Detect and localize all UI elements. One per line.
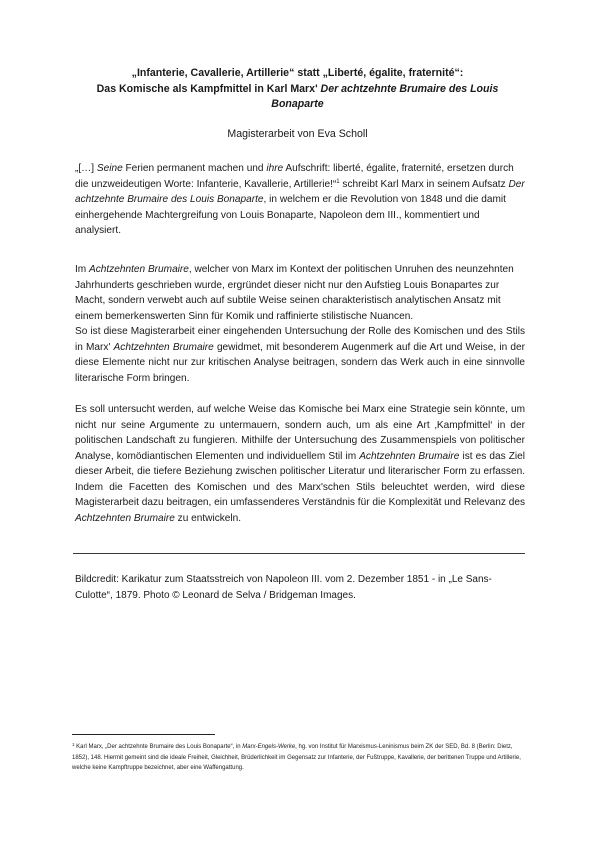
p1-italic-work-title: Der achtzehnte Brumaire des Louis Bonaparte (75, 178, 525, 205)
title-line-2 (60, 82, 535, 98)
p1-text-3: Ferien permanent machen und (122, 163, 267, 174)
p2-text-1: Im (75, 264, 90, 275)
image-credit: Bildcredit: Karikatur zum Staatsstreich von Napoleon III. vom 2. Dezember 1851 - in „Le Sans-Culotte“, 1879. Photo © Leonard de Selva / Bridgeman Images. (75, 574, 492, 601)
title-line-3: Bonaparte (271, 98, 324, 110)
p4-text-3: ist es das Ziel dieser Arbeit, die tiefere Beziehung zwischen politischer Literatur und literarischer Form zu erfassen. Indem die Facetten des Komischen und des Marx'schen Stils beleuchtet werden, wird diese Magisterarbeit dazu beitragen, ein umfassenderes Verständnis für die Komplexität und Relevanz des (75, 450, 525, 508)
p1-text-8: , in welchem er die Revolution von 1848 und die damit einhergehende Machtergreifung von Louis Bonaparte, Napoleon dem III., kommentiert und analysiert. (75, 194, 506, 236)
p1-text-5: Aufschrift: liberté, égalite, fraternité, ersetzen durch die unzweideutigen Worte: Infanterie, Kavallerie, Artillerie!“ (75, 163, 514, 190)
p1-text-6: schreibt Karl Marx in seinem Aufsatz (339, 178, 509, 190)
p3-text-1: So ist diese Magisterarbeit einer eingehenden Untersuchung der Rolle des Komischen und des Stils in Marx' (75, 326, 525, 353)
p4-italic-work-title-2: Achtzehnten Brumaire (75, 512, 175, 524)
title-line-2-text: Das Komische als Kampfmittel in Karl Marx' (96, 82, 321, 95)
footnote-separator (72, 734, 215, 735)
title-line-1: „Infanterie, Cavallerie, Artillerie“ statt „Liberté, égalite, fraternité“: (131, 67, 464, 79)
p2-text-3: , welcher von Marx im Kontext der politischen Unruhen des neunzehnten Jahrhunderts geschrieben wurde, ergründet dieser nicht nur den Aufstieg Louis Bonapartes zur Macht, sondern verwebt auch auf subtile Weise seinen charakteristisch analytischen Ansatz mit einem bemerkenswerten Sinn für Komik und raffinierte stilistische Nuancen. (75, 264, 514, 322)
footnote-text-1: Karl Marx, „Der achtzehnte Brumaire des Louis Bonaparte“, in (74, 744, 243, 750)
p3-italic-work-title: Achtzehnten Brumaire (113, 341, 214, 353)
p4-text-5: zu entwickeln. (174, 512, 242, 524)
footnote-number: 1 (72, 742, 75, 747)
p1-italic-seine: Seine (96, 163, 123, 174)
footnote-italic-source: Marx-Engels-Werke (242, 744, 296, 750)
footnote-1 (72, 742, 527, 774)
paragraph-2 (75, 262, 525, 324)
p1-text-1: „[…] (75, 163, 97, 174)
p4-text-1: Es soll untersucht werden, auf welche Weise das Komische bei Marx eine Strategie sein könnte, um nicht nur seine Argumente zu untermauern, sondern auch, um als eine Art ‚Kampfmittel‘ in der politischen Landschaft zu fungieren. Mithilfe der Untersuchung des Zusammenspiels von politischer Analyse, komödiantischen Elementen und individuellem Stil im (75, 404, 525, 462)
p2-italic-work-title: Achtzehnten Brumaire (89, 264, 189, 275)
paragraph-4 (75, 402, 525, 526)
p4-italic-work-title-1: Achtzehnten Brumaire (359, 450, 460, 462)
p1-italic-ihre: ihre (266, 163, 284, 174)
paragraph-3 (75, 324, 525, 386)
paragraph-1 (75, 161, 525, 239)
document-title (60, 66, 535, 113)
p3-text-3: gewidmet, mit besonderem Augenmerk auf die Art und Weise, in der diese Elemente nicht nur zur kritischen Analyse beitragen, sondern das Werk auch in eine sinnvolle literarische Form bringen. (75, 341, 525, 384)
footnote-text-3: , hg. von Institut für Marxismus-Leninismus beim ZK der SED, Bd. 8 (Berlin: Dietz, 1852), 148. Hiermit gemeint sind die ideale Freiheit, Gleichheit, Brüderlichkeit im Gegensatz zur Infanterie, der Fußtruppe, Kavallerie, der berittenen Truppe und Artillerie, welche keine Kampftruppe bezeichnet, aber eine Waffengattung. (72, 744, 521, 771)
footnote-reference[interactable]: 1 (336, 178, 340, 185)
author-line: Magisterarbeit von Eva Scholl (227, 128, 368, 140)
title-line-2-italic: Der achtzehnte Brumaire des Louis (320, 82, 499, 95)
section-divider (73, 553, 525, 554)
